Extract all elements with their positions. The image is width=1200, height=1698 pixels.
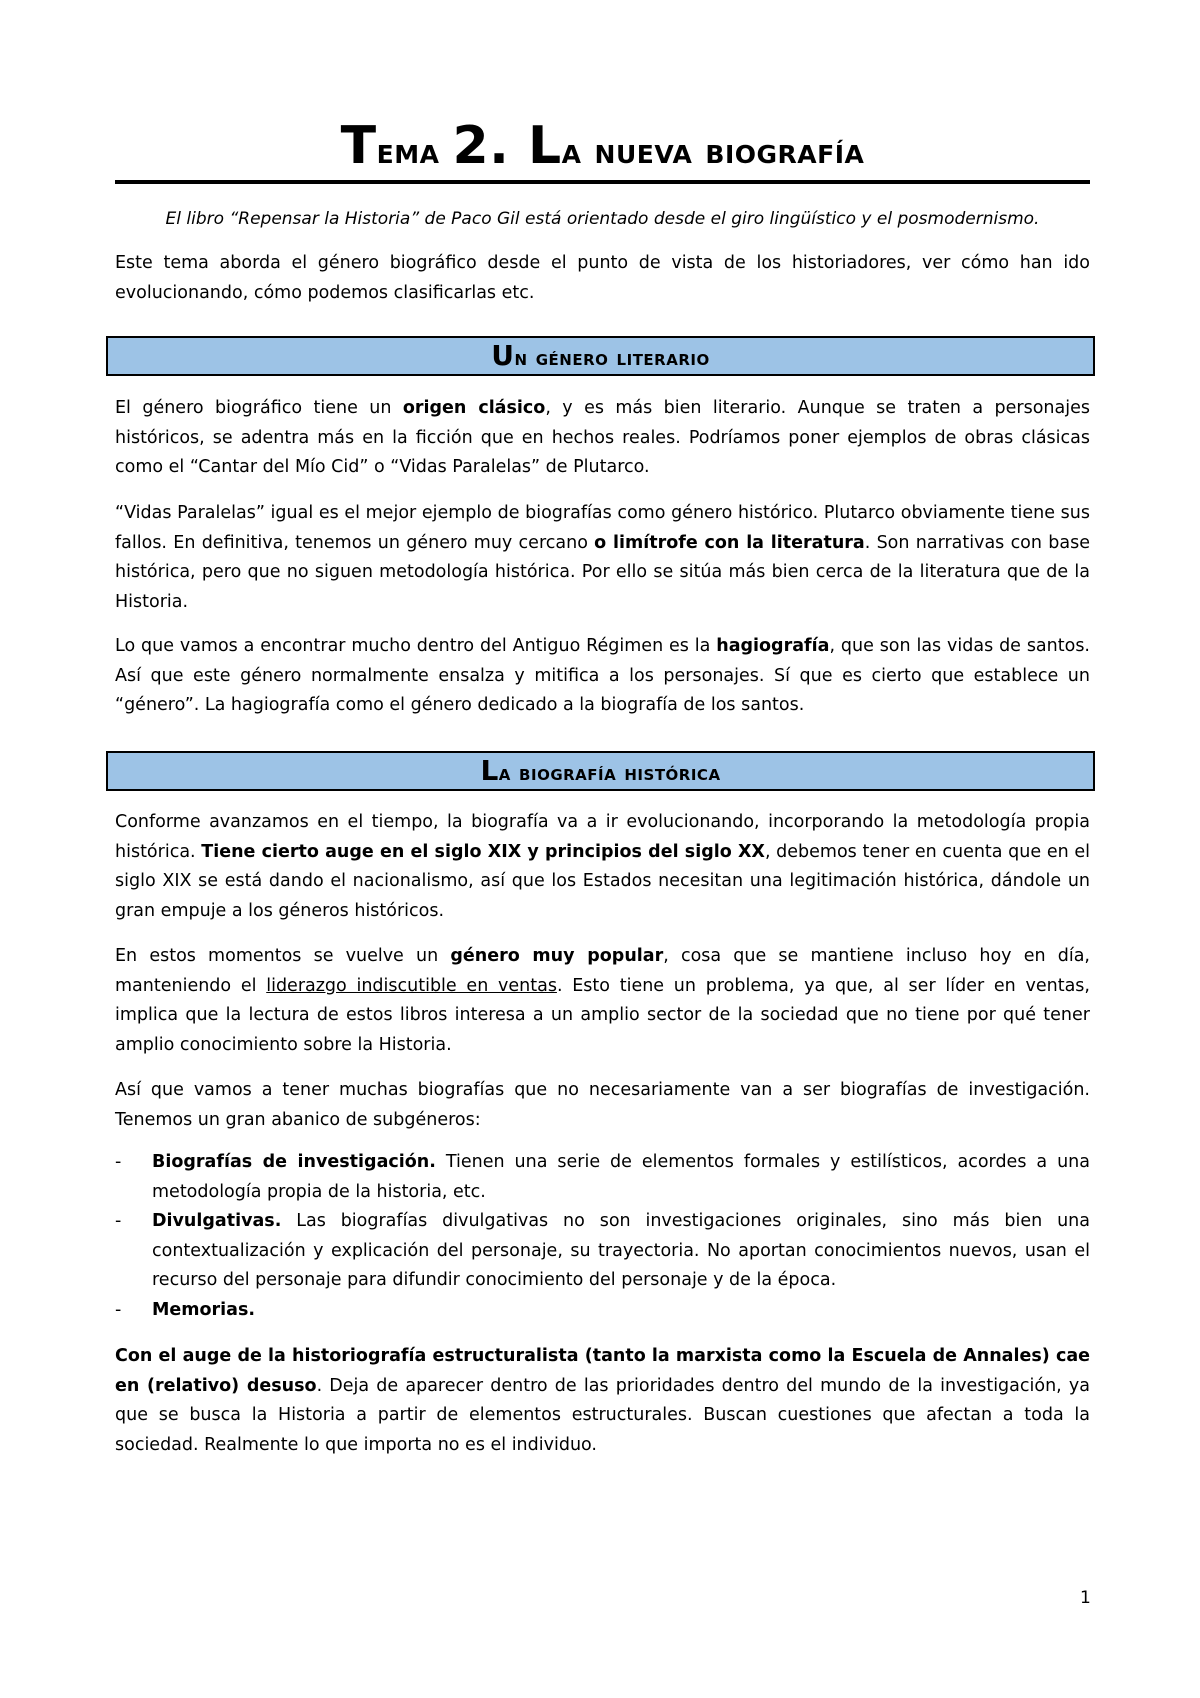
page-number: 1 [1080, 1588, 1091, 1608]
list-item: - Divulgativas. Las biografías divulgativas no son investigaciones originales, sino más bien una contextualización y explicación del personaje, su trayectoria. No aportan conocimientos nuevos, usan el recurso del personaje para difundir conocimiento del personaje y de la época. [115, 1211, 1090, 1290]
document-title: Tema 2. La nueva biografía [340, 116, 865, 176]
paragraph: Conforme avanzamos en el tiempo, la biografía va a ir evolucionando, incorporando la metodología propia histórica. Tiene cierto auge en el siglo XIX y principios del siglo XX, debemos tener en cuenta que en el siglo XIX se está dando el nacionalismo, así que los Estados necesitan una legitimación histórica, dándole un gran empuje a los géneros históricos. [115, 812, 1090, 921]
underlined-phrase: liderazgo indiscutible en ventas [266, 975, 557, 996]
section-heading-genero-literario: Un género literario [106, 336, 1095, 376]
paragraph: El género biográfico tiene un origen clásico, y es más bien literario. Aunque se traten a personajes históricos, se adentra más en la ficción que en hechos reales. Podríamos poner ejemplos de obras clásicas como el “Cantar del Mío Cid” o “Vidas Paralelas” de Plutarco. [115, 398, 1090, 477]
intro-paragraph: Este tema aborda el género biográfico desde el punto de vista de los historiadores, ver cómo han ido evolucionando, cómo podemos clasificarlas etc. [115, 253, 1090, 303]
paragraph: “Vidas Paralelas” igual es el mejor ejemplo de biografías como género histórico. Plutarco obviamente tiene sus fallos. En definitiva, tenemos un género muy cercano o limítrofe con la literatura. Son narrativas con base histórica, pero que no siguen metodología histórica. Por ello se sitúa más bien cerca de la literatura que de la Historia. [115, 503, 1090, 612]
paragraph: Con el auge de la historiografía estructuralista (tanto la marxista como la Escuela de Annales) cae en (relativo) desuso. Deja de aparecer dentro de las prioridades dentro del mundo de la investigación, ya que se busca la Historia a partir de elementos estructurales. Buscan cuestiones que afectan a toda la sociedad. Realmente lo que importa no es el individuo. [115, 1346, 1090, 1455]
paragraph: Lo que vamos a encontrar mucho dentro del Antiguo Régimen es la hagiografía, que son las vidas de santos. Así que este género normalmente ensalza y mitifica a los personajes. Sí que es cierto que establece un “género”. La hagiografía como el género dedicado a la biografía de los santos. [115, 636, 1090, 715]
title-underline [115, 180, 1090, 184]
paragraph: En estos momentos se vuelve un género muy popular, cosa que se mantiene incluso hoy en día, manteniendo el liderazgo indiscutible en ventas. Esto tiene un problema, ya que, al ser líder en ventas, implica que la lectura de estos libros interesa a un amplio sector de la sociedad que no tiene por qué tener amplio conocimiento sobre la Historia. [115, 946, 1090, 1055]
list-item: - Biografías de investigación. Tienen una serie de elementos formales y estilísticos, acordes a una metodología propia de la historia, etc. [115, 1152, 1090, 1202]
section-heading-biografia-historica: La biografía histórica [106, 751, 1095, 791]
paragraph: Así que vamos a tener muchas biografías que no necesariamente van a ser biografías de investigación. Tenemos un gran abanico de subgéneros: [115, 1080, 1090, 1130]
subtitle: El libro “Repensar la Historia” de Paco Gil está orientado desde el giro lingüístico y el posmodernismo. [165, 209, 1040, 229]
subgenre-list [115, 1148, 1090, 1325]
list-item: - Memorias. [115, 1299, 256, 1320]
